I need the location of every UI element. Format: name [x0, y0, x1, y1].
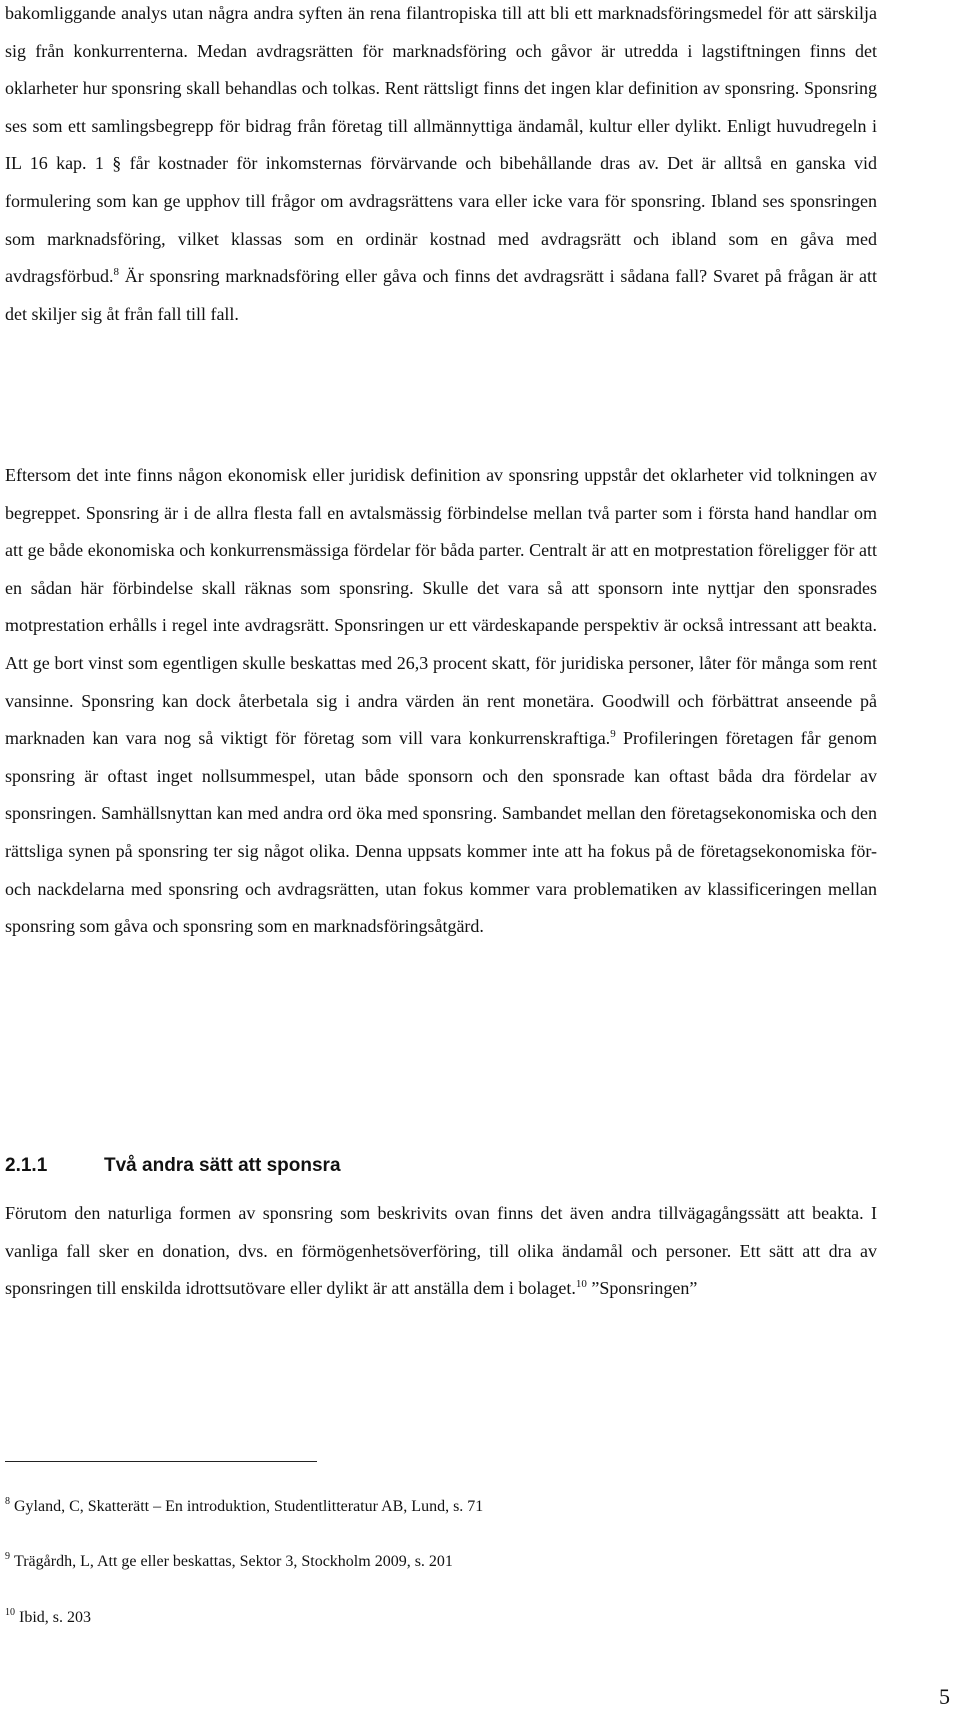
footnote-text: Trägårdh, L, Att ge eller beskattas, Sektor 3, Stockholm 2009, s. 201	[14, 1553, 453, 1570]
footnote-text: Gyland, C, Skatterätt – En introduktion, Studentlitteratur AB, Lund, s. 71	[14, 1498, 484, 1515]
paragraph-text: Är sponsring marknadsföring eller gåva och finns det avdragsrätt i sådana fall? Svaret på frågan är att det skiljer sig åt från fall till fall.	[5, 266, 877, 324]
footnote-reference[interactable]: 10	[575, 1278, 587, 1291]
footnote	[5, 1552, 453, 1572]
footnote-number: 10	[5, 1607, 15, 1618]
footnote-number: 8	[5, 1496, 10, 1507]
footnote-divider	[5, 1461, 317, 1462]
paragraph-text: bakomliggande analys utan några andra syften än rena filantropiska till att bli ett marknadsföringsmedel för att särskilja sig från konkurrenterna. Medan avdragsrätten för marknadsföring och gåvor är utredda i lagstiftningen finns det oklarheter hur sponsring skall behandlas och tolkas. Rent rättsligt finns det ingen klar definition av sponsring. Sponsring ses som ett samlingsbegrepp för bidrag från företag till allmännyttiga ändamål, kultur eller dylikt. Enligt huvudregeln i IL 16 kap. 1 § får kostnader för inkomsternas förvärvande och bibehållande dras av. Det är alltså en ganska vid formulering som kan ge upphov till frågor om avdragsrättens vara eller icke vara för sponsring. Ibland ses sponsringen som marknadsföring, vilket klassas som en ordinär kostnad med avdragsrätt och ibland som en gåva med avdragsförbud.	[5, 3, 877, 287]
footnote-reference[interactable]: 9	[610, 728, 616, 741]
section-title: Två andra sätt att sponsra	[104, 1155, 341, 1176]
footnote-number: 9	[5, 1551, 10, 1562]
paragraph-text: Eftersom det inte finns någon ekonomisk eller juridisk definition av sponsring uppstår det oklarheter vid tolkningen av begreppet. Sponsring är i de allra flesta fall en avtalsmässig förbindelse mellan två parter som i första hand handlar om att ge både ekonomiska och konkurrensmässiga fördelar för båda parter. Centralt är att en motprestation föreligger för att en sådan här förbindelse skall räknas som sponsring. Skulle det vara så att sponsorn inte nyttjar den sponsrades motprestation erhålls i regel inte avdragsrätt. Sponsringen ur ett värdeskapande perspektiv är också intressant att beakta. Att ge bort vinst som egentligen skulle beskattas med 26,3 procent skatt, för juridiska personer, låter för många som rent vansinne. Sponsring kan dock återbetala sig i andra värden än rent monetära. Goodwill och förbättrat anseende på marknaden kan vara nog så viktigt för företag som vill vara konkurrenskraftiga.	[5, 465, 877, 749]
footnote	[5, 1497, 483, 1517]
paragraph-2	[5, 457, 877, 946]
paragraph-text: ”Sponsringen”	[586, 1278, 698, 1299]
section-number: 2.1.1	[5, 1155, 48, 1176]
paragraph-1	[5, 0, 877, 333]
footnote-text: Ibid, s. 203	[19, 1609, 91, 1626]
paragraph-text: Förutom den naturliga formen av sponsring som beskrivits ovan finns det även andra tillvägagångssätt att beakta. I vanliga fall sker en donation, dvs. en förmögenhetsöverföring, till olika ändamål och personer. Ett sätt att dra av sponsringen till enskilda idrottsutövare eller dylikt är att anställa dem i bolaget.	[5, 1203, 877, 1299]
paragraph-text: Profileringen företagen får genom sponsring är oftast inget nollsummespel, utan både sponsorn och den sponsrade kan oftast båda dra fördelar av sponsringen. Samhällsnyttan kan med andra ord öka med sponsring. Sambandet mellan den företagsekonomiska och den rättsliga synen på sponsring ter sig något olika. Denna uppsats kommer inte att ha fokus på de företagsekonomiska för- och nackdelarna med sponsring och avdragsrätten, utan fokus kommer vara problematiken av klassificeringen mellan sponsring som gåva och sponsring som en marknadsföringsåtgärd.	[5, 728, 877, 937]
footnote-reference[interactable]: 8	[113, 266, 119, 279]
page-number: 5	[939, 1684, 950, 1709]
section-heading	[5, 1154, 341, 1178]
footnote	[5, 1608, 91, 1628]
paragraph-3	[5, 1195, 877, 1308]
